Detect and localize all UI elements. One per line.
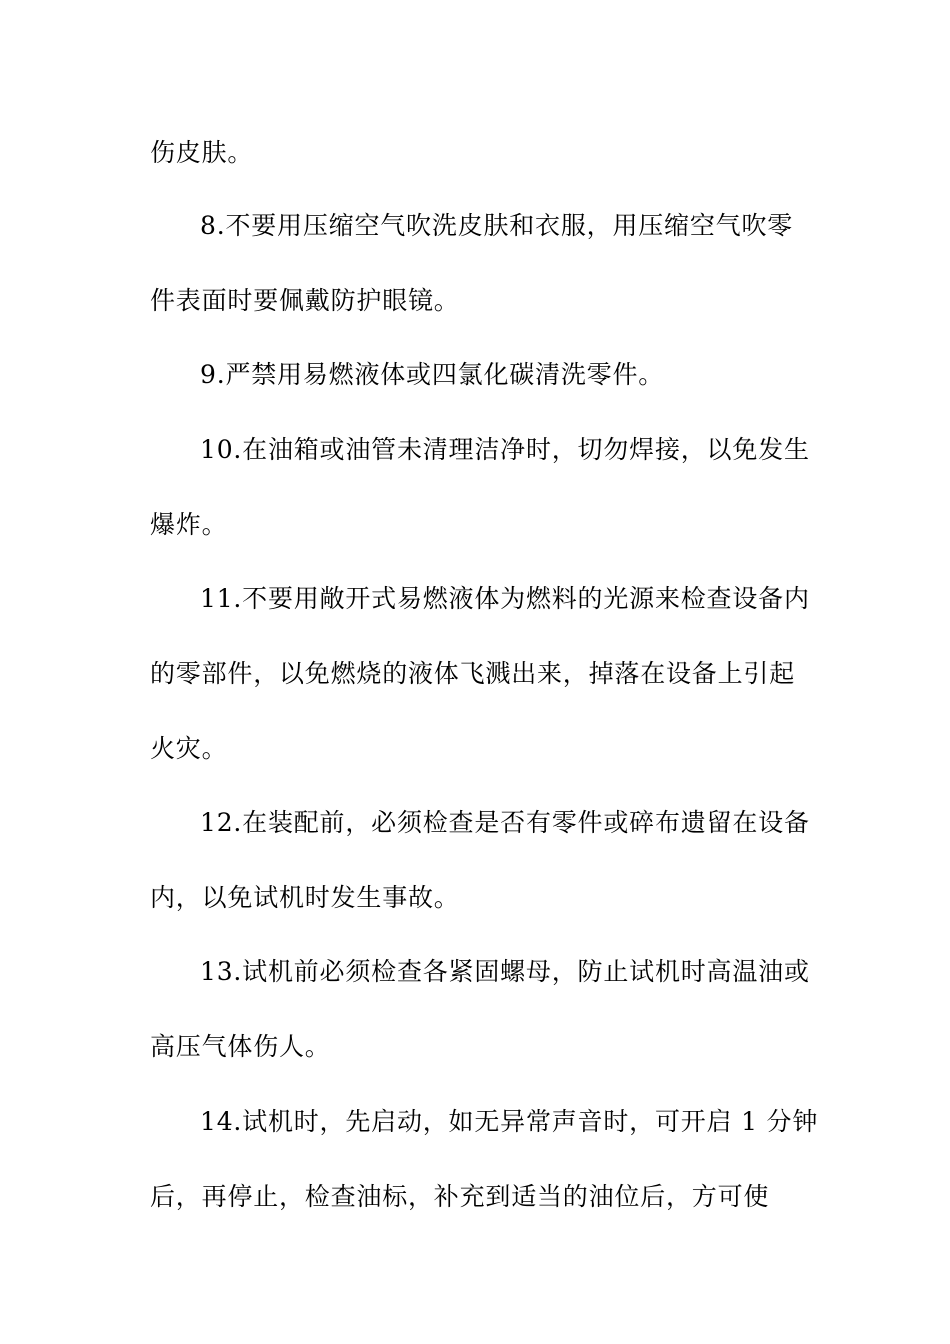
text-line-item-9: 9.严禁用易燃液体或四氯化碳清洗零件。 bbox=[200, 360, 665, 389]
text-line-item-11-continuation-1: 的零部件，以免燃烧的液体飞溅出来，掉落在设备上引起 bbox=[150, 659, 796, 688]
text-line-item-10: 10.在油箱或油管未清理洁净时，切勿焊接，以免发生 bbox=[200, 435, 810, 464]
text-line-item-12: 12.在装配前，必须检查是否有零件或碎布遗留在设备 bbox=[200, 808, 810, 837]
text-line-item-11-continuation-2: 火灾。 bbox=[150, 734, 228, 763]
text-line-item-14-continuation: 后，再停止，检查油标，补充到适当的油位后，方可使 bbox=[150, 1182, 770, 1211]
text-line-1-continuation: 伤皮肤。 bbox=[150, 138, 254, 167]
text-line-item-12-continuation: 内，以免试机时发生事故。 bbox=[150, 883, 460, 912]
text-line-item-14: 14.试机时，先启动，如无异常声音时，可开启 1 分钟 bbox=[200, 1107, 819, 1136]
text-line-item-10-continuation: 爆炸。 bbox=[150, 510, 228, 539]
text-line-item-11: 11.不要用敞开式易燃液体为燃料的光源来检查设备内 bbox=[200, 584, 810, 613]
text-line-item-13-continuation: 高压气体伤人。 bbox=[150, 1032, 331, 1061]
text-line-item-8-continuation: 件表面时要佩戴防护眼镜。 bbox=[150, 286, 460, 315]
text-line-item-13: 13.试机前必须检查各紧固螺母，防止试机时高温油或 bbox=[200, 957, 810, 986]
text-line-item-8: 8.不要用压缩空气吹洗皮肤和衣服，用压缩空气吹零 bbox=[200, 211, 794, 240]
